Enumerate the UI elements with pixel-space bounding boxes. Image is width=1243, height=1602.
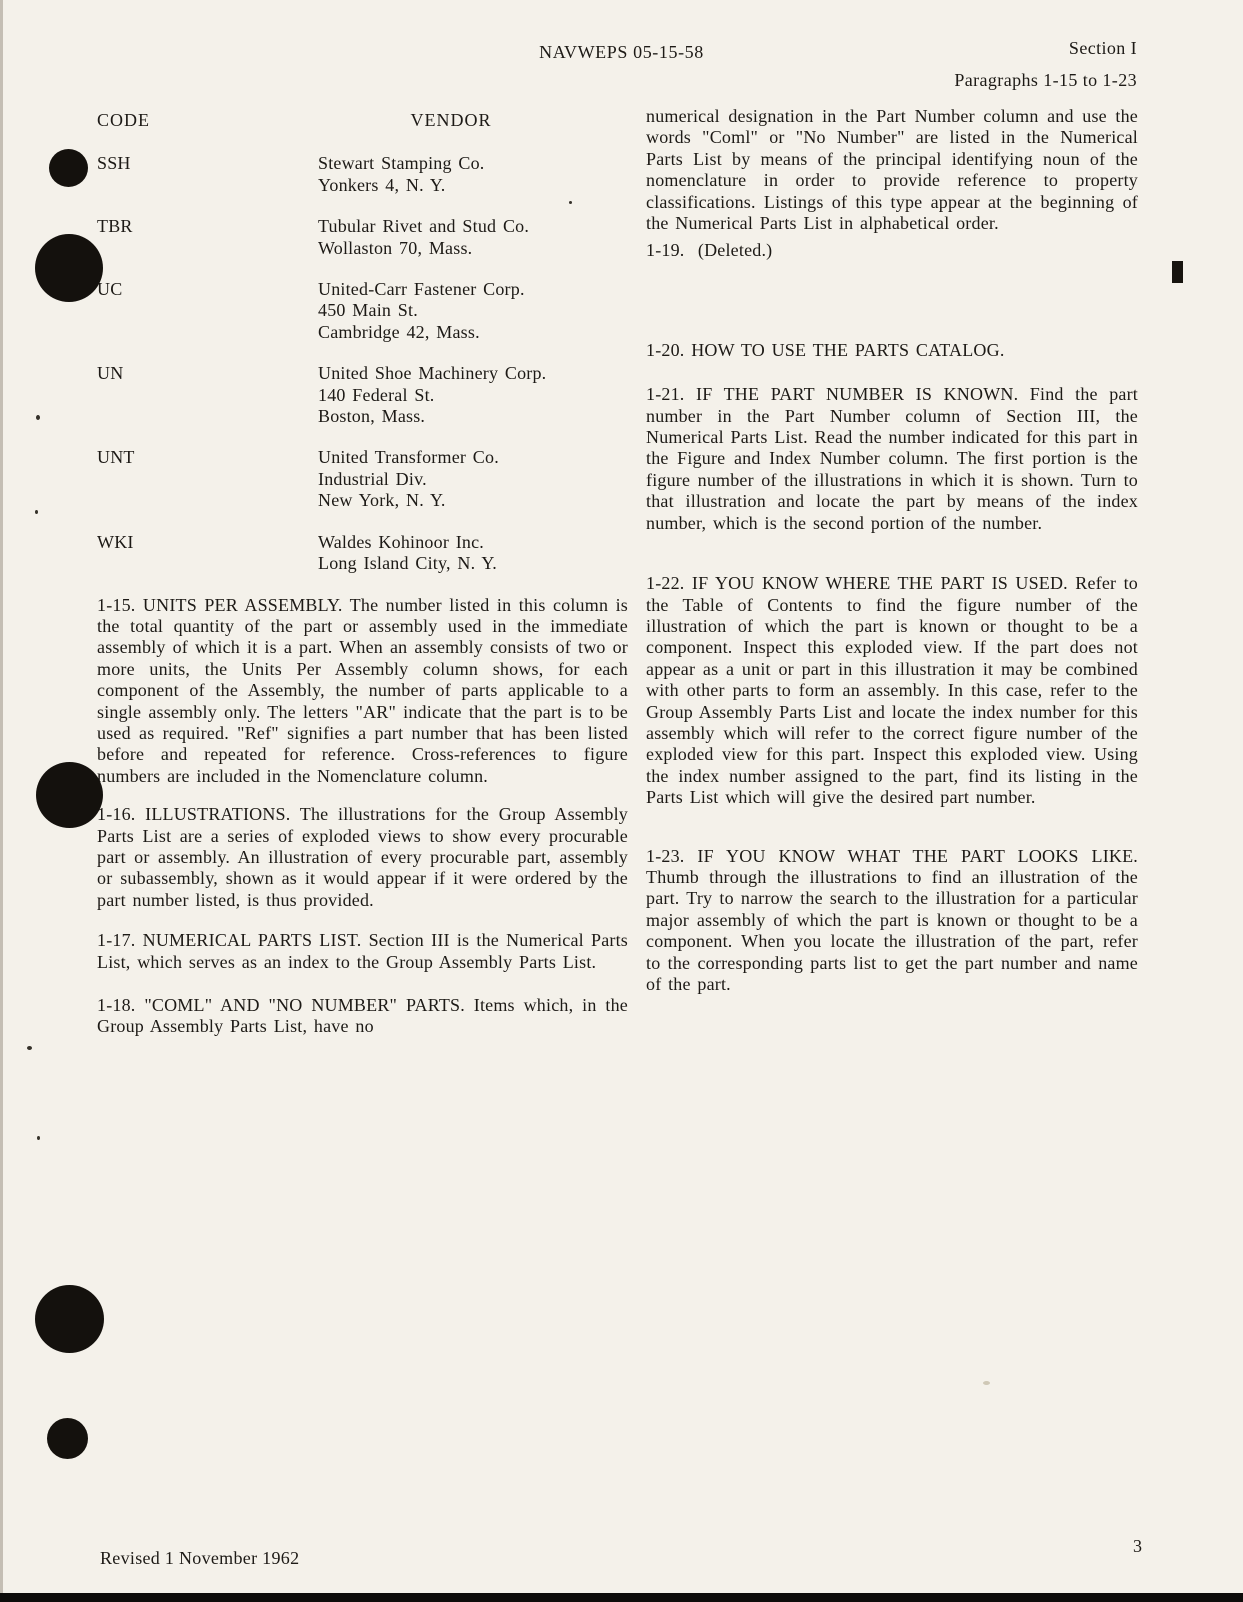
vendor-line: United Shoe Machinery Corp. [318, 363, 547, 384]
vendor-code: UNT [97, 447, 135, 468]
vendor-address [318, 363, 628, 427]
vendor-address [318, 532, 628, 575]
ink-speck [36, 415, 40, 420]
ink-speck [35, 510, 38, 514]
vendor-line: 450 Main St. [318, 300, 418, 321]
vendor-row [97, 279, 628, 343]
ink-blot-mark [47, 1418, 88, 1459]
vendor-row [97, 447, 628, 511]
paragraph-1-20-heading: 1-20. HOW TO USE THE PARTS CATALOG. [646, 339, 1005, 360]
vendor-code: TBR [97, 216, 133, 237]
vendor-line: Yonkers 4, N. Y. [318, 174, 446, 195]
paragraph-1-18: 1-18. "COML" AND "NO NUMBER" PARTS. Items which, in the Group Assembly Parts List, have no [97, 995, 628, 1037]
vendor-table-header [97, 110, 628, 131]
vendor-line: Boston, Mass. [318, 406, 426, 427]
ink-speck [37, 1136, 40, 1140]
vendor-code: SSH [97, 153, 131, 174]
paragraph-1-17: 1-17. NUMERICAL PARTS LIST. Section III is the Numerical Parts List, which serves as an index to the Group Assembly Parts List. [97, 930, 628, 972]
vendor-line: Tubular Rivet and Stud Co. [318, 216, 530, 237]
paragraph-1-22: 1-22. IF YOU KNOW WHERE THE PART IS USED. Refer to the Table of Contents to find the figure number of the illustration of which the part is known or thought to be a component. Inspect this exploded view. If the part does not appear as a unit or part in this illustration it may be combined with other parts to form an assembly. In this case, refer to the Group Assembly Parts List and locate the index number for this assembly which will refer to the correct figure number of the exploded view for this part. Inspect this exploded view. Using the index number assigned to the part, find its listing in the Parts List which will give the desired part number. [646, 573, 1138, 808]
vendor-row [97, 153, 628, 196]
vendor-line: New York, N. Y. [318, 490, 446, 511]
vendor-address [318, 216, 628, 259]
left-column [97, 110, 628, 1038]
ink-speck [983, 1381, 990, 1385]
vendor-line: Long Island City, N. Y. [318, 553, 497, 574]
vendor-row [97, 363, 628, 427]
vendor-line: United-Carr Fastener Corp. [318, 279, 525, 300]
vendor-address [318, 447, 628, 511]
vendor-line: Cambridge 42, Mass. [318, 321, 480, 342]
revision-change-bar [1172, 261, 1183, 283]
vendor-line: United Transformer Co. [318, 447, 499, 468]
vendor-code: WKI [97, 531, 134, 552]
vendor-address [318, 279, 628, 343]
ink-speck [569, 201, 572, 204]
ink-speck [27, 1046, 32, 1050]
vendor-line: Stewart Stamping Co. [318, 153, 485, 174]
section-label: Section I [1068, 38, 1137, 58]
paragraph-1-19-deleted: 1-19. (Deleted.) [646, 240, 773, 261]
vendor-row [97, 532, 628, 575]
paragraph-1-18-continued: numerical designation in the Part Number column and use the words "Coml" or "No Number" are listed in the Numerical Parts List by means of the principal identifying noun of the nomenclature in order to provide reference to property classifications. Listings of this type appear at the beginning of the Numerical Parts List in alphabetical order. [646, 106, 1138, 234]
vendor-row [97, 216, 628, 259]
page-number: 3 [1133, 1536, 1142, 1556]
ink-blot-mark [35, 1285, 104, 1353]
revision-note: Revised 1 November 1962 [100, 1548, 300, 1568]
vendor-code: UN [97, 363, 124, 384]
paragraph-1-21: 1-21. IF THE PART NUMBER IS KNOWN. Find the part number in the Part Number column of Section III, the Numerical Parts List. Read the number indicated for this part in the Figure and Index Number column. The first portion is the figure number of the illustrations in which it is shown. Turn to that illustration and locate the part by means of the index number, which is the second portion of the number. [646, 384, 1138, 533]
paragraph-1-16: 1-16. ILLUSTRATIONS. The illustrations for the Group Assembly Parts List are a series of exploded views to show every procurable part or assembly. An illustration of every procurable part, assembly or subassembly, shown as it would appear if it were ordered by the part number listed, is thus provided. [97, 804, 628, 910]
paragraph-1-23: 1-23. IF YOU KNOW WHAT THE PART LOOKS LIKE. Thumb through the illustrations to find an illustration of the part. Try to narrow the search to the illustration for a particular major assembly of which the part is known or thought to be a component. When you locate the illustration of the part, refer to the corresponding parts list to get the part number and name of the part. [646, 845, 1138, 994]
code-column-header: CODE [97, 110, 150, 130]
paragraph-range-label: Paragraphs 1-15 to 1-23 [954, 70, 1137, 90]
vendor-line: Wollaston 70, Mass. [318, 237, 473, 258]
vendor-line: Industrial Div. [318, 468, 427, 489]
vendor-column-header: VENDOR [410, 110, 492, 130]
right-column [646, 104, 1138, 995]
vendor-line: 140 Federal St. [318, 384, 435, 405]
vendor-address [318, 153, 628, 196]
header-right-block [954, 38, 1137, 91]
ink-blot-mark [35, 234, 103, 302]
paragraph-1-15: 1-15. UNITS PER ASSEMBLY. The number listed in this column is the total quantity of the part or assembly used in the immediate assembly of which it is a part. When an assembly consists of two or more units, the Units Per Assembly column shows, for each component of the Assembly, the number of parts applicable to a single assembly only. The letters "AR" indicate that the part is to be used as required. "Ref" signifies a part number that has been listed before and repeated for reference. Cross-references to figure numbers are included in the Nomenclature column. [97, 594, 628, 786]
vendor-code: UC [97, 279, 123, 300]
ink-blot-mark [49, 149, 88, 187]
scan-edge-line [0, 0, 3, 1602]
ink-blot-mark [36, 762, 103, 828]
vendor-line: Waldes Kohinoor Inc. [318, 531, 485, 552]
scan-bottom-edge [0, 1593, 1243, 1602]
doc-number: NAVWEPS 05-15-58 [539, 42, 704, 62]
